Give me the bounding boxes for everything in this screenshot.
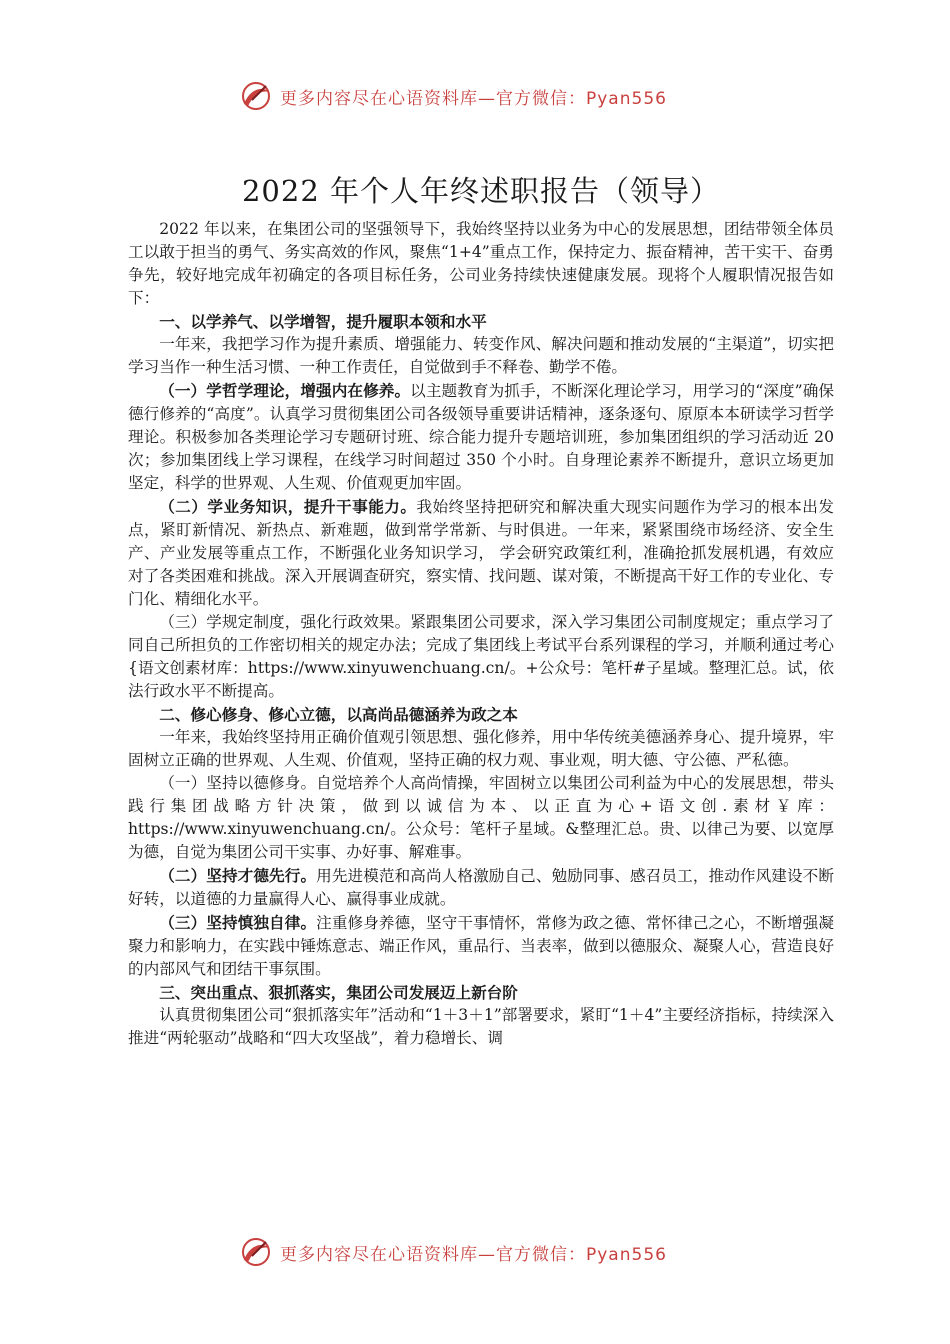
- section-1-item-2-lead: （二）学业务知识，提升干事能力。: [159, 497, 417, 516]
- section-1-item-3: （三）学规定制度，强化行政效果。紧跟集团公司要求，深入学习集团公司制度规定；重点学习了同自己所担负的工作密切相关的规定办法；完成了集团线上考试平台系列课程的学习，并顺利通过考心{语文创素材库：https://www.xinyuwenchuang.cn/。+公众号：笔杆#子星域。整理汇总。试，依法行政水平不断提高。: [128, 613, 834, 700]
- watermark-banner-top: [238, 76, 667, 116]
- section-2-item-2: [128, 864, 834, 911]
- pen-flourish-logo-icon: [238, 1234, 274, 1270]
- section-1-item-1-lead: （一）学哲学理论，增强内在修养。: [159, 381, 411, 400]
- section-1-item-2: [128, 495, 834, 611]
- section-2-item-2-lead: （二）坚持才德先行。: [159, 866, 317, 885]
- section-1-item-2-body: 我始终坚持把研究和解决重大现实问题作为学习的根本出发点，紧盯新情况、新热点、新难题，做到常学常新、与时俱进。一年来，紧紧围绕市场经济、安全生产、产业发展等重点工作，不断强化业务知识学习， 学会研究政策红利，准确抢抓发展机遇，有效应对了各类困难和挑战。深入开展调查研究，察实情、找问题、谋对策，不断提高干好工作的专业化、专门化、精细化水平。: [128, 498, 834, 608]
- watermark-banner-bottom: [238, 1232, 667, 1272]
- document-title: 2022 年个人年终述职报告（领导）: [241, 174, 721, 208]
- section-2-item-3-body: 注重修身养德，坚守干事情怀，常修为政之德、常怀律己之心，不断增强凝聚力和影响力，在实践中锤炼意志、端正作风，重品行、当表率，做到以德服众、凝聚人心，营造良好的内部风气和团结干事氛围。: [128, 914, 834, 978]
- intro-paragraph: 2022 年以来，在集团公司的坚强领导下，我始终坚持以业务为中心的发展思想，团结带领全体员工以敢于担当的勇气、务实高效的作风，聚焦“1+4”重点工作，保持定力、振奋精神，苦干实干、奋勇争先，较好地完成年初确定的各项目标任务，公司业务持续快速健康发展。现将个人履职情况报告如下：: [128, 220, 834, 307]
- watermark-text: 更多内容尽在心语资料库—官方微信：Pyan556: [280, 88, 667, 109]
- section-2-item-1: （一）坚持以德修身。自觉培养个人高尚情操，牢固树立以集团公司利益为中心的发展思想，带头践行集团战略方针决策，做到以诚信为本、以正直为心+语文创.素材￥库：https://www.xinyuwenchuang.cn/。公众号：笔杆子星域。&整理汇总。贵、以律己为要、以宽厚为德，自觉为集团公司干实事、办好事、解难事。: [128, 774, 834, 861]
- pen-flourish-logo-icon: [238, 78, 274, 114]
- watermark-text: 更多内容尽在心语资料库—官方微信：Pyan556: [280, 1244, 667, 1265]
- section-1-item-1: [128, 379, 834, 495]
- section-2-heading: 二、修心修身、修心立德，以高尚品德涵养为政之本: [159, 705, 518, 724]
- section-2-intro: 一年来，我始终坚持用正确价值观引领思想、强化修养，用中华传统美德涵养身心、提升境界，牢固树立正确的世界观、人生观、价值观，坚持正确的权力观、事业观，明大德、守公德、严私德。: [128, 728, 834, 769]
- section-1-item-1-body: 以主题教育为抓手，不断深化理论学习，用学习的“深度”确保德行修养的“高度”。认真学习贯彻集团公司各级领导重要讲话精神，逐条逐句、原原本本研读学习哲学理论。积极参加各类理论学习专题研讨班、综合能力提升专题培训班，参加集团组织的学习活动近 20 次；参加集团线上学习课程，在线学习时间超过 350 个小时。自身理论素养不断提升，意识立场更加坚定，科学的世界观、人生观、价值观更加牢固。: [128, 382, 834, 492]
- section-2-item-2-body: 用先进模范和高尚人格激励自己、勉励同事、感召员工，推动作风建设不断好转，以道德的力量赢得人心、赢得事业成就。: [128, 867, 834, 908]
- document-page: [128, 172, 834, 1050]
- section-2-item-3-lead: （三）坚持慎独自律。: [159, 913, 317, 932]
- section-2-item-3: [128, 911, 834, 981]
- section-1-heading: 一、以学养气、以学增智，提升履职本领和水平: [159, 312, 487, 331]
- section-3-intro: 认真贯彻集团公司“狠抓落实年”活动和“1＋3＋1”部署要求，紧盯“1＋4”主要经济指标，持续深入推进“两轮驱动”战略和“四大攻坚战”，着力稳增长、调: [128, 1006, 834, 1047]
- section-3-heading: 三、突出重点、狠抓落实，集团公司发展迈上新台阶: [159, 983, 518, 1002]
- section-1-intro: 一年来，我把学习作为提升素质、增强能力、转变作风、解决问题和推动发展的“主渠道”，切实把学习当作一种生活习惯、一种工作责任，自觉做到手不释卷、勤学不倦。: [128, 335, 834, 376]
